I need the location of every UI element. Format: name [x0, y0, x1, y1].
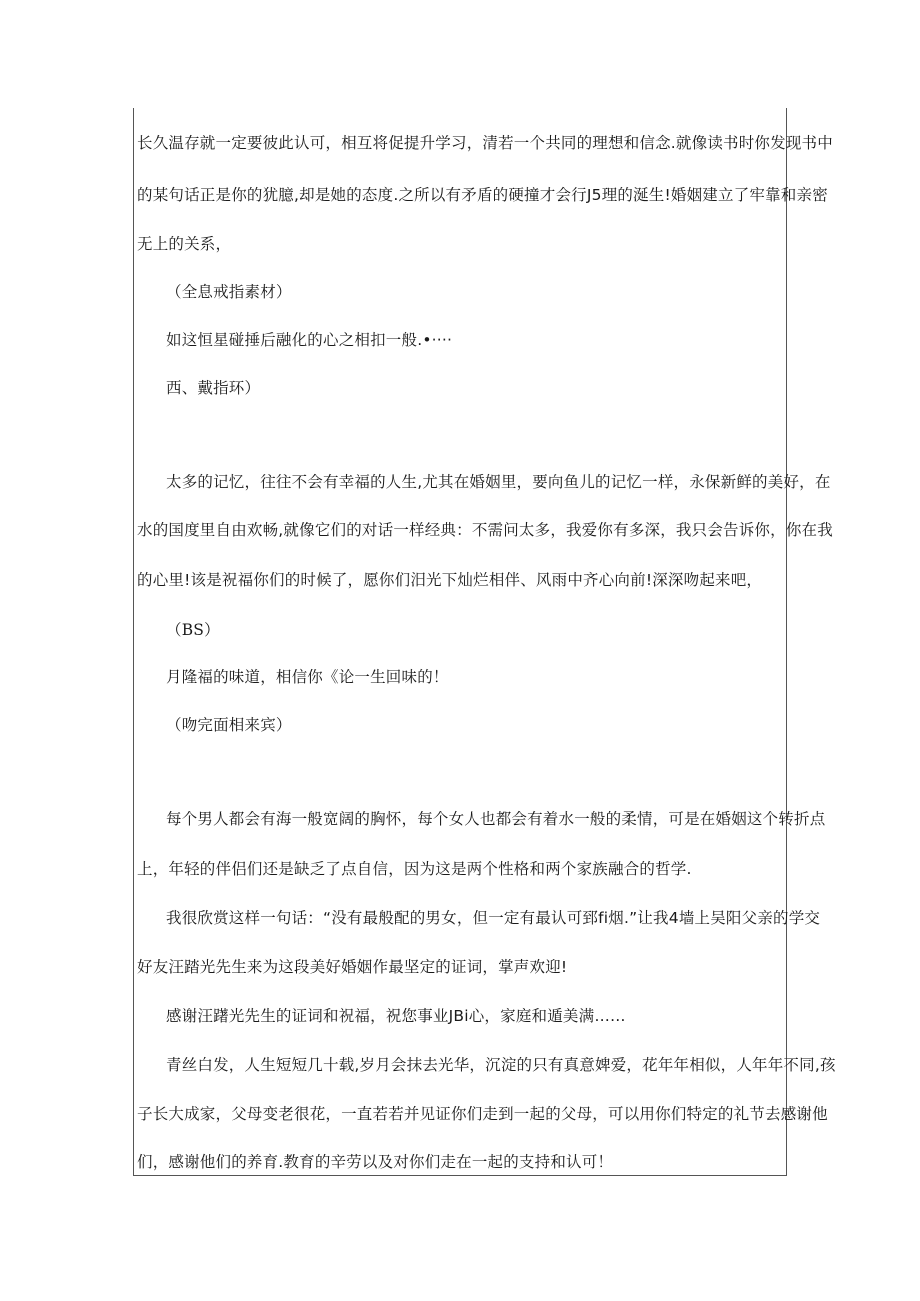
- paragraph-line: 每个男人都会有海一般宽阔的胸怀，每个女人也都会有着水一般的柔情，可是在婚姻这个转折点: [166, 810, 826, 828]
- paragraph-line: 上，年轻的伴侣们还是缺乏了点自信，因为这是两个性格和两个家族融合的哲学.: [137, 860, 692, 878]
- paragraph-line: 们，感谢他们的养育.教育的辛劳以及对你们走在一起的支持和认可！: [137, 1153, 614, 1171]
- paragraph-line: 感谢汪躇光先生的证词和祝福，祝您事业JBi心，家庭和遁美满……: [166, 1007, 626, 1025]
- paragraph-line: 青丝白发，人生短短几十载,岁月会抹去光华，沉淀的只有真意婢爱，花年年相似，人年年不同,孩: [166, 1056, 836, 1074]
- paragraph-line: 的某句话正是你的犹臆,却是她的态度.之所以有矛盾的硬撞才会行J5理的涎生!婚姻建立了牢靠和亲密: [137, 186, 828, 204]
- section-heading: 西、戴指环）: [166, 379, 261, 397]
- paragraph-line: 月隆福的味道，相信你《论一生回味的！: [166, 668, 449, 686]
- paragraph-line: 子长大成家，父母变老很花，一直若若并见证你们走到一起的父母，可以用你们特定的礼节去感谢他: [137, 1105, 828, 1123]
- paragraph-line: 长久温存就一定要彼此认可，相互将促提升学习，清若一个共同的理想和信念.就像读书时你发现书中: [137, 134, 833, 152]
- paragraph-line: 如这恒星碰捶后融化的心之相扣一般.•····: [166, 331, 453, 349]
- paragraph-line: 无上的关系，: [137, 235, 232, 253]
- paragraph-line: 水的国度里自由欢畅,就像它们的对话一样经典：不需问太多，我爱你有多深，我只会告诉你，你在我: [137, 521, 833, 539]
- paragraph-line: 的心里!该是祝福你们的时候了，愿你们汨光下灿烂相伴、风雨中齐心向前!深深吻起来吧，: [137, 571, 763, 589]
- paragraph-line: 我很欣赏这样一句话：“没有最般配的男女，但一定有最认可郅fi烟.”让我4墙上吴阳父亲的学交: [166, 909, 821, 927]
- stage-direction: （吻完面相来宾）: [166, 716, 292, 734]
- paragraph-line: 好友汪踏光先生来为这段美好婚姻作最坚定的证词，掌声欢迎!: [137, 958, 568, 976]
- paragraph-line: 太多的记忆，往往不会有幸福的人生,尤其在婚姻里，要向鱼儿的记忆一样，永保新鲜的美好，在: [166, 473, 831, 491]
- stage-direction: （全息戒指素材）: [166, 283, 292, 301]
- stage-direction: （BS）: [166, 621, 220, 639]
